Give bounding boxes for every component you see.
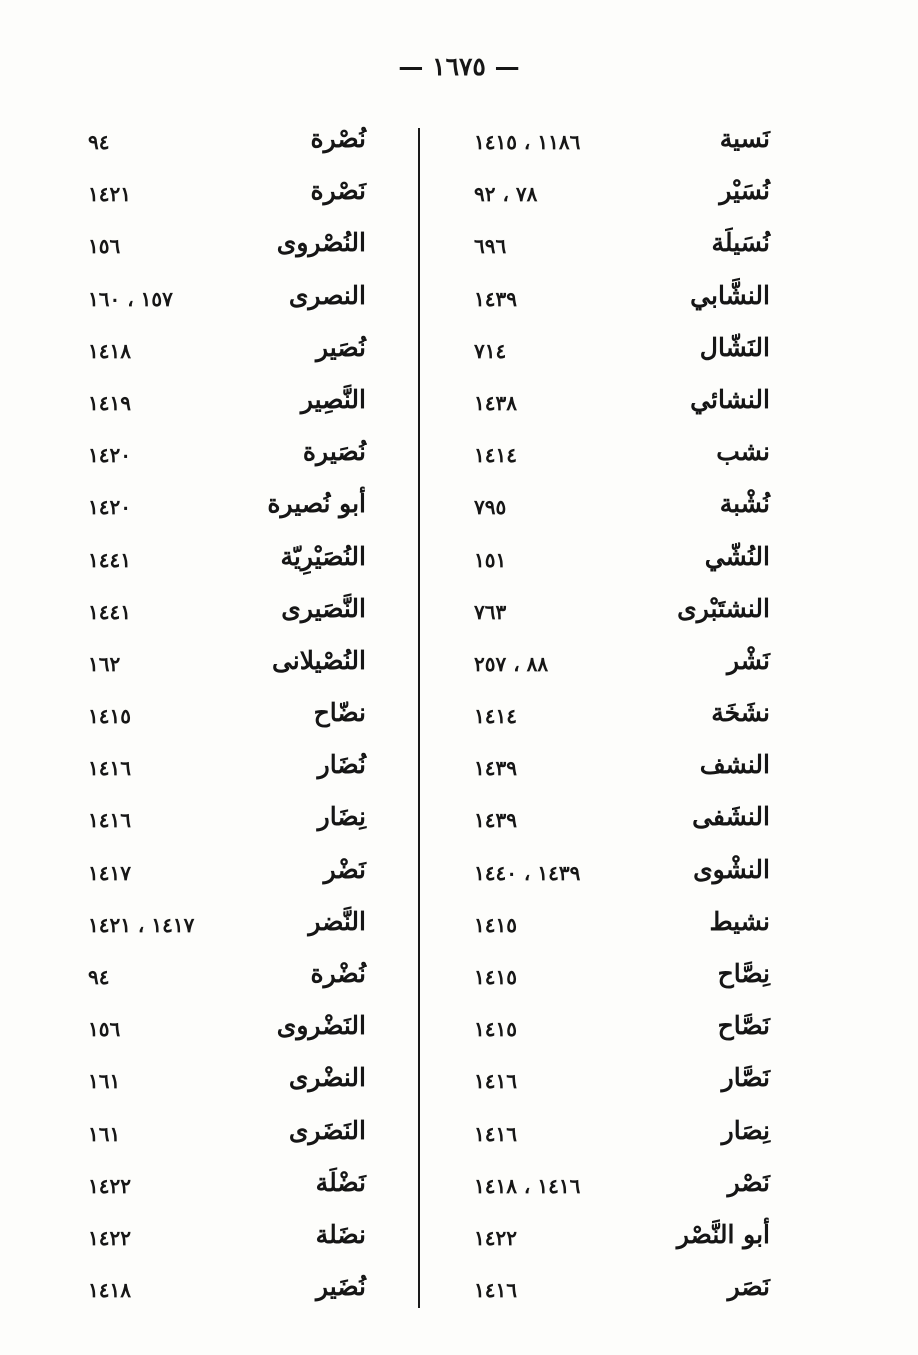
entry-name: نَشْر (726, 645, 770, 675)
entry-name: نِضَار (317, 802, 366, 832)
entry-name: نَضْر (323, 854, 366, 884)
entry-references: ١٤١٧ ، ١٤٢١ (88, 912, 195, 937)
index-entry (80, 955, 380, 1007)
entry-references: ٧٨ ، ٩٢ (474, 182, 538, 207)
entry-references: ٧٦٣ (474, 599, 507, 624)
index-entry (80, 642, 380, 694)
entry-name: نُضَار (317, 750, 366, 780)
page-number: — ١٦٧٥ — (398, 52, 520, 81)
index-entry (466, 746, 784, 798)
entry-name: النشَفى (692, 802, 770, 832)
entry-references: ١٤١٩ (88, 390, 131, 415)
index-entry (466, 485, 784, 537)
index-entry (80, 329, 380, 381)
entry-references: ١٤١٨ (88, 1278, 131, 1303)
index-entry (466, 1216, 784, 1268)
entry-name: أبو نُصيرة (267, 489, 366, 519)
entry-name: النَّصِير (300, 384, 366, 414)
entry-name: النشف (699, 750, 770, 780)
index-entry (80, 277, 380, 329)
entry-references: ١٤١٥ (88, 704, 131, 729)
entry-name: نُسَيلَة (711, 228, 770, 258)
entry-name: نِصَّاح (717, 959, 770, 988)
index-entry (466, 955, 784, 1007)
index-entry (80, 903, 380, 955)
entry-references: ٧١٤ (474, 338, 507, 363)
entry-name: النَّضر (308, 906, 366, 936)
index-entry (466, 433, 784, 485)
index-entry (466, 590, 784, 642)
index-entry (80, 1164, 380, 1216)
entry-name: النصرى (288, 280, 366, 310)
entry-name: نُضَير (316, 1272, 366, 1302)
entry-references: ١٤٤١ (88, 547, 131, 572)
entry-references: ١٤٤١ (88, 599, 131, 624)
entry-name: النُصْروى (276, 228, 366, 258)
entry-references: ١٤١٦ (474, 1278, 517, 1303)
entry-name: النُصْيلانى (271, 645, 366, 675)
entry-references: ١٤٢١ (88, 182, 131, 207)
entry-name: نَصَّاح (717, 1011, 770, 1041)
entry-references: ٧٩٥ (474, 495, 507, 520)
entry-references: ٨٨ ، ٢٥٧ (474, 651, 549, 676)
entry-references: ٦٩٦ (474, 234, 507, 259)
entry-name: نَضْلَة (315, 1167, 366, 1197)
index-entry (466, 1164, 784, 1216)
entry-references: ٩٤ (88, 965, 110, 989)
entry-references: ١٤١٦ (474, 1121, 517, 1146)
entry-references: ١٤١٨ (88, 338, 131, 363)
index-entry (80, 694, 380, 746)
entry-references: ١٤٣٩ (474, 756, 517, 781)
index-entry (80, 590, 380, 642)
entry-name: النَّصَيرى (281, 593, 366, 623)
index-column-left (80, 120, 380, 1320)
column-divider (418, 128, 420, 1308)
entry-references: ١٥٧ ، ١٦٠ (88, 286, 173, 311)
entry-name: نَصْر (727, 1167, 770, 1197)
entry-name: النُشّي (704, 541, 770, 571)
entry-name: نُصْرة (310, 124, 366, 153)
entry-name: النَضْروى (276, 1011, 366, 1041)
index-entry (80, 224, 380, 276)
entry-name: النَضَرى (288, 1115, 366, 1145)
index-entry (466, 172, 784, 224)
index-column-right (466, 120, 784, 1320)
index-entry (466, 1007, 784, 1059)
entry-references: ١٦١ (88, 1121, 121, 1146)
index-entry (466, 1268, 784, 1320)
entry-references: ١٤٣٨ (474, 390, 517, 415)
index-entry (466, 1059, 784, 1111)
entry-name: نُصَير (316, 332, 366, 362)
index-entry (466, 1112, 784, 1164)
index-entry (80, 798, 380, 850)
entry-name: النشتَبْرى (677, 593, 770, 623)
entry-references: ١٤٣٩ (474, 286, 517, 311)
entry-name: نُشْبة (719, 489, 770, 519)
entry-references: ١٤١٧ (88, 860, 131, 885)
entry-references: ١٤٢٠ (88, 443, 131, 468)
index-entry (80, 1216, 380, 1268)
entry-references: ١٤١٦ (88, 756, 131, 781)
index-entry (466, 903, 784, 955)
entry-name: النُصَيْرِيّة (280, 541, 366, 571)
entry-name: النشائي (690, 384, 770, 414)
index-entry (80, 851, 380, 903)
entry-name: نَصْرة (310, 176, 366, 206)
index-entry (80, 1059, 380, 1111)
index-entry (466, 798, 784, 850)
entry-references: ١٦١ (88, 1069, 121, 1094)
index-entry (466, 329, 784, 381)
entry-name: نضّاح (313, 698, 366, 728)
index-entry (80, 433, 380, 485)
entry-name: نِصَار (721, 1115, 770, 1145)
index-entry (466, 381, 784, 433)
entry-references: ١٤١٤ (474, 704, 517, 729)
index-entry (80, 381, 380, 433)
entry-references: ١٤١٥ (474, 912, 517, 937)
index-entry (466, 694, 784, 746)
index-entry (466, 224, 784, 276)
entry-name: نشب (716, 437, 770, 467)
index-entry (80, 120, 380, 172)
entry-references: ١٥٦ (88, 1017, 121, 1042)
entry-name: نضَلة (315, 1219, 366, 1249)
entry-references: ١٤١٥ (474, 1017, 517, 1042)
entry-name: نشيط (709, 906, 770, 936)
entry-references: ١١٨٦ ، ١٤١٥ (474, 130, 581, 154)
index-entry (80, 172, 380, 224)
index-entry (466, 642, 784, 694)
entry-name: أبو النَّصْر (676, 1219, 770, 1249)
entry-name: النضْرى (288, 1063, 366, 1093)
entry-references: ١٥١ (474, 547, 507, 572)
entry-references: ١٤١٦ (474, 1069, 517, 1094)
entry-references: ٩٤ (88, 130, 110, 154)
index-entry (80, 746, 380, 798)
entry-references: ١٥٦ (88, 234, 121, 259)
index-entry (466, 120, 784, 172)
entry-references: ١٤٢٠ (88, 495, 131, 520)
entry-references: ١٤١٥ (474, 965, 517, 989)
entry-name: النشَّابي (690, 280, 770, 310)
entry-name: النشْوى (693, 854, 770, 884)
entry-name: النَشّال (699, 332, 770, 362)
index-entry (466, 277, 784, 329)
entry-references: ١٦٢ (88, 651, 121, 676)
entry-name: نُضْرة (310, 959, 366, 988)
entry-name: نَصَّار (721, 1063, 770, 1093)
entry-references: ١٤٢٢ (88, 1173, 131, 1198)
entry-name: نُسَيْر (719, 176, 770, 206)
index-entry (80, 1268, 380, 1320)
entry-references: ١٤١٦ (88, 808, 131, 833)
index-entry (466, 538, 784, 590)
index-entry (80, 485, 380, 537)
index-entry (466, 851, 784, 903)
index-entry (80, 1007, 380, 1059)
entry-name: نَصَر (727, 1272, 770, 1302)
index-entry (80, 538, 380, 590)
entry-name: نشَخَة (711, 698, 770, 728)
entry-references: ١٤١٦ ، ١٤١٨ (474, 1173, 581, 1198)
entry-references: ١٤٣٩ ، ١٤٤٠ (474, 860, 581, 885)
index-entry (80, 1112, 380, 1164)
entry-references: ١٤٢٢ (474, 1225, 517, 1250)
entry-name: نَسية (719, 124, 770, 153)
entry-references: ١٤١٤ (474, 443, 517, 468)
entry-name: نُصَيرة (302, 437, 366, 467)
entry-references: ١٤٣٩ (474, 808, 517, 833)
entry-references: ١٤٢٢ (88, 1225, 131, 1250)
